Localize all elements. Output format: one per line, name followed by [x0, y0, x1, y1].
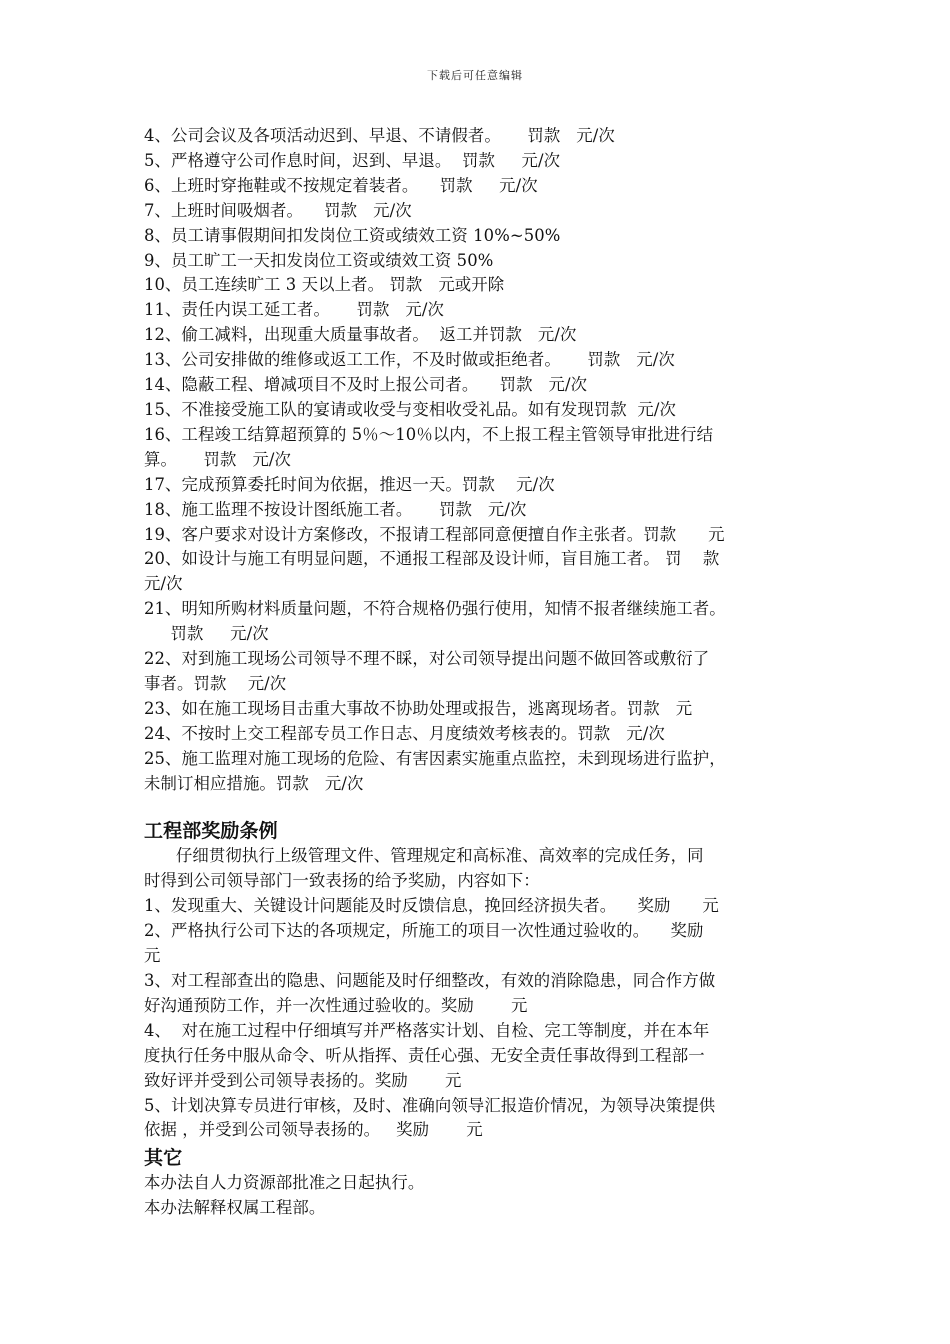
- penalty-line: 13、公司安排做的维修或返工工作，不及时做或拒绝者。 罚款 元/次: [144, 350, 675, 370]
- reward-line: 1、发现重大、关键设计问题能及时反馈信息，挽回经济损失者。 奖励 元: [144, 896, 719, 916]
- penalty-line: 5、严格遵守公司作息时间，迟到、早退。 罚款 元/次: [144, 150, 561, 170]
- penalty-line: 10、员工连续旷工 3 天以上者。 罚款 元或开除: [144, 275, 505, 295]
- penalty-line: 14、隐蔽工程、增减项目不及时上报公司者。 罚款 元/次: [144, 375, 588, 395]
- penalty-line: 20、如设计与施工有明显问题，不通报工程部及设计师，盲目施工者。 罚 款: [144, 549, 720, 569]
- penalty-line: 22、对到施工现场公司领导不理不睬，对公司领导提出问题不做回答或敷衍了: [144, 649, 710, 669]
- other-section-title: 其它: [144, 1147, 183, 1170]
- penalty-line: 18、施工监理不按设计图纸施工者。 罚款 元/次: [144, 499, 527, 519]
- penalty-line: 23、如在施工现场目击重大事故不协助处理或报告，逃离现场者。罚款 元: [144, 698, 693, 718]
- reward-line: 依据 ，并受到公司领导表扬的。 奖励 元: [144, 1120, 483, 1140]
- penalty-line: 16、工程竣工结算超预算的 5％～10％以内，不上报工程主管领导审批进行结: [144, 424, 714, 444]
- reward-line: 度执行任务中服从命令、听从指挥、责任心强、无安全责任事故得到工程部一: [144, 1045, 705, 1065]
- penalty-line: 12、偷工减料，出现重大质量事故者。 返工并罚款 元/次: [144, 325, 577, 345]
- reward-line: 致好评并受到公司领导表扬的。奖励 元: [144, 1070, 462, 1090]
- penalty-line: 8、员工请事假期间扣发岗位工资或绩效工资 10%~50%: [144, 225, 561, 245]
- penalty-line: 7、上班时间吸烟者。 罚款 元/次: [144, 200, 412, 220]
- penalty-line: 11、责任内误工延工者。 罚款 元/次: [144, 300, 445, 320]
- penalty-line: 21、明知所购材料质量问题，不符合规格仍强行使用，知情不报者继续施工者。: [144, 599, 726, 619]
- other-list: [144, 1171, 820, 1221]
- reward-line: 时得到公司领导部门一致表扬的给予奖励，内容如下：: [144, 871, 540, 891]
- penalty-line: 罚款 元/次: [144, 624, 269, 644]
- reward-line: 元: [144, 946, 161, 966]
- reward-line: 仔细贯彻执行上级管理文件、管理规定和高标准、高效率的完成任务，同: [144, 846, 704, 866]
- other-line: 本办法自人力资源部批准之日起执行。: [144, 1173, 425, 1193]
- penalty-line: 事者。罚款 元/次: [144, 673, 287, 693]
- penalty-line: 4、公司会议及各项活动迟到、早退、不请假者。 罚款 元/次: [144, 126, 615, 145]
- page-header: 下载后可任意编辑: [427, 69, 523, 82]
- penalty-line: 19、客户要求对设计方案修改，不报请工程部同意便擅自作主张者。罚款 元: [144, 524, 725, 544]
- reward-line: 5、计划决算专员进行审核，及时、准确向领导汇报造价情况，为领导决策提供: [144, 1095, 716, 1115]
- reward-line: 3、对工程部查出的隐患、问题能及时仔细整改，有效的消除隐患，同合作方做: [144, 971, 716, 990]
- reward-line: 2、严格执行公司下达的各项规定，所施工的项目一次性通过验收的。 奖励: [144, 921, 704, 941]
- penalty-line: 6、上班时穿拖鞋或不按规定着装者。 罚款 元/次: [144, 175, 538, 195]
- document-body: [144, 124, 820, 1221]
- other-line: 本办法解释权属工程部。: [144, 1198, 326, 1218]
- penalty-line: 元/次: [144, 574, 183, 594]
- penalty-list: [144, 124, 820, 796]
- penalty-line: 未制订相应措施。罚款 元/次: [144, 773, 364, 793]
- reward-line: 4、 对在施工过程中仔细填写并严格落实计划、自检、完工等制度，并在本年: [144, 1020, 710, 1040]
- penalty-line: 25、施工监理对施工现场的危险、有害因素实施重点监控，未到现场进行监护，: [144, 748, 726, 768]
- penalty-line: 9、员工旷工一天扣发岗位工资或绩效工资 50%: [144, 250, 494, 270]
- reward-list: [144, 844, 820, 1143]
- penalty-line: 24、不按时上交工程部专员工作日志、月度绩效考核表的。罚款 元/次: [144, 723, 665, 743]
- penalty-line: 15、不准接受施工队的宴请或收受与变相收受礼品。如有发现罚款 元/次: [144, 399, 677, 419]
- reward-line: 好沟通预防工作，并一次性通过验收的。奖励 元: [144, 995, 528, 1015]
- penalty-line: 算。 罚款 元/次: [144, 449, 292, 469]
- penalty-line: 17、完成预算委托时间为依据，推迟一天。罚款 元/次: [144, 474, 555, 494]
- reward-section-title: 工程部奖励条例: [144, 820, 278, 843]
